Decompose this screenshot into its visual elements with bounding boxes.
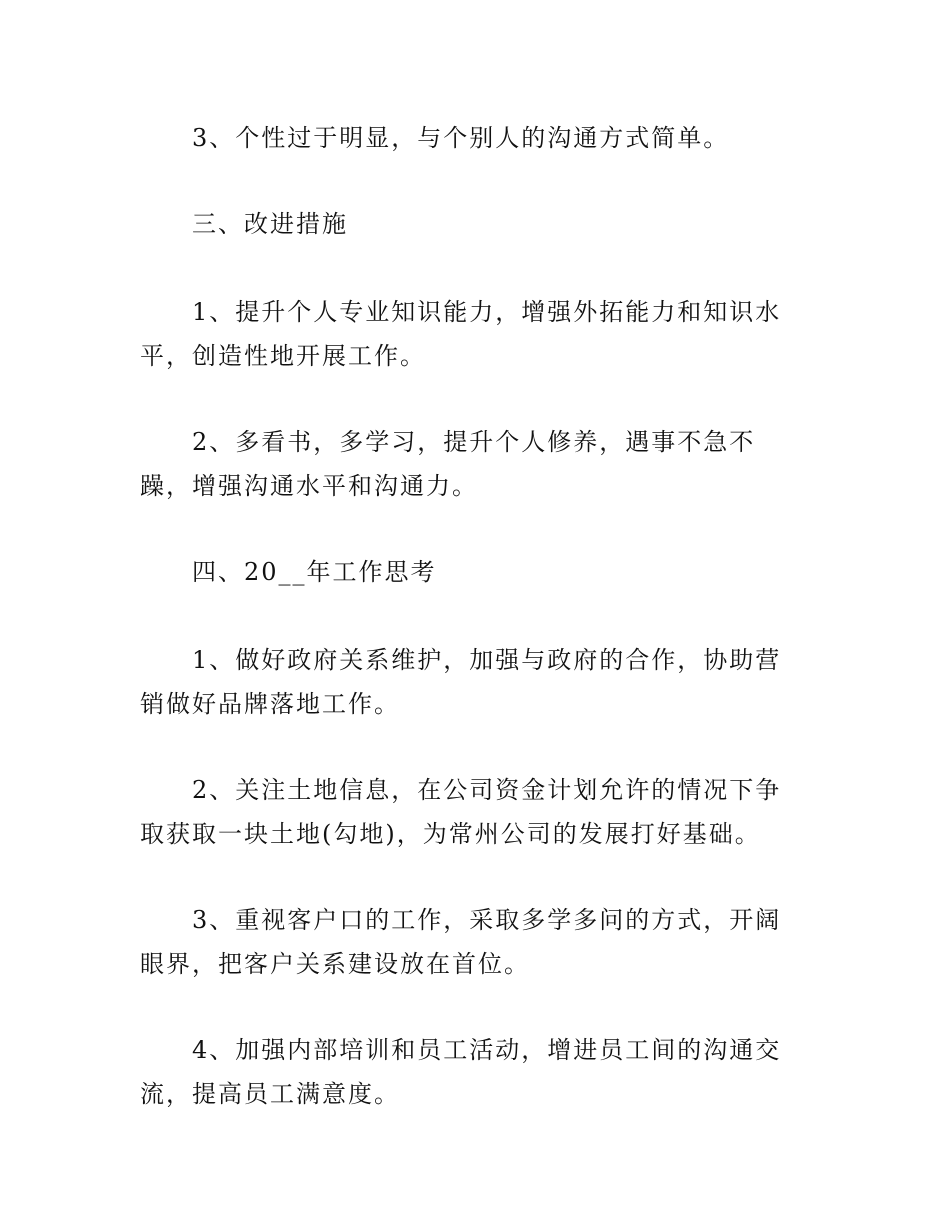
paragraph-thinking-1: 1、做好政府关系维护，加强与政府的合作，协助营销做好品牌落地工作。 [140, 646, 782, 718]
paragraph-measure-2: 2、多看书，多学习，提升个人修养，遇事不急不躁，增强沟通水平和沟通力。 [140, 428, 756, 500]
heading-improvement-measures: 三、改进措施 [192, 210, 348, 238]
paragraph-thinking-3: 3、重视客户口的工作，采取多学多问的方式，开阔眼界，把客户关系建设放在首位。 [140, 906, 782, 978]
paragraph-thinking-2: 2、关注土地信息，在公司资金计划允许的情况下争取获取一块土地(勾地)，为常州公司的发展打好基础。 [140, 776, 782, 848]
paragraph-measure-1: 1、提升个人专业知识能力，增强外拓能力和知识水平，创造性地开展工作。 [140, 298, 782, 370]
heading-work-thinking: 四、20__年工作思考 [192, 558, 437, 586]
paragraph-weakness-3: 3、个性过于明显，与个别人的沟通方式简单。 [192, 124, 730, 152]
paragraph-thinking-4: 4、加强内部培训和员工活动，增进员工间的沟通交流，提高员工满意度。 [140, 1036, 782, 1108]
